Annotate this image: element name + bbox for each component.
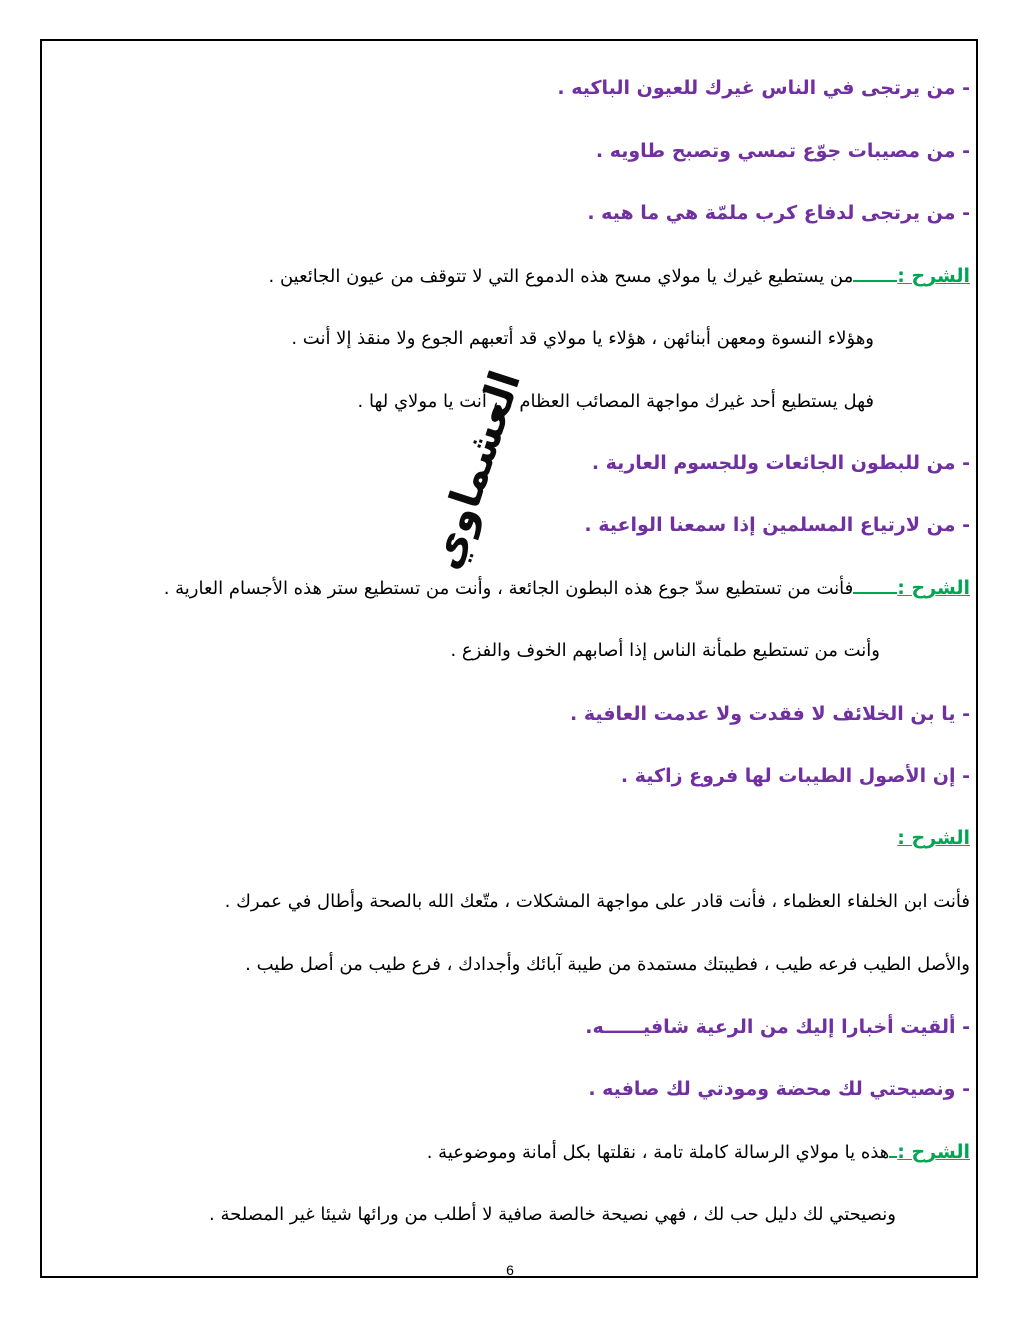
verse-line-7: - إن الأصول الطيبات لها فروع زاكية . [620,765,970,787]
explanation-row-4 [427,1141,970,1163]
explanation-label: الشرح : [897,1141,970,1163]
explanation-text: من يستطيع غيرك يا مولاي مسح هذه الدموع التي لا تتوقف من عيون الجائعين . [268,266,854,287]
explanation-label: الشرح : [897,265,970,287]
explanation-text: فأنت ابن الخلفاء العظماء ، فأنت قادر على مواجهة المشكلات ، متّعك الله بالصحة وأطال في عمرك . [224,891,970,912]
explanation-text: فأنت من تستطيع سدّ جوع هذه البطون الجائعة ، وأنت من تستطيع ستر هذه الأجسام العارية . [163,578,854,599]
explanation-text: والأصل الطيب فرعه طيب ، فطيبتك مستمدة من طيبة آبائك وأجدادك ، فرع طيب من أصل طيب . [245,954,970,975]
explanation-label: الشرح : [897,577,970,599]
explanation-row-2 [164,577,970,599]
verse-line-3: - من يرتجى لدفاع كرب ملمّة هي ما هيه . [587,202,970,224]
verse-line-9: - ونصيحتي لك محضة ومودتي لك صافيه . [588,1078,970,1100]
explanation-row-1 [269,265,970,287]
explanation-label: الشرح : [897,827,970,849]
page-number: 6 [506,1262,514,1278]
verse-line-2: - من مصيبات جوّع تمسي وتصبح طاويه . [595,140,970,162]
verse-line-4: - من للبطون الجائعات وللجسوم العارية . [591,452,970,474]
watermark: العشماوي [420,364,530,576]
explanation-text: وأنت من تستطيع طمأنة الناس إذا أصابهم الخوف والفزع . [450,640,880,661]
explanation-text: هذه يا مولاي الرسالة كاملة تامة ، نقلتها بكل أمانة وموضوعية . [426,1142,890,1163]
verse-line-6: - يا بن الخلائف لا فقدت ولا عدمت العافية . [569,703,970,725]
verse-line-8: - ألقيت أخبارا إليك من الرعية شافيــــــه. [585,1016,970,1038]
explanation-text: ونصيحتي لك دليل حب لك ، فهي نصيحة خالصة صافية لا أطلب من ورائها شيئا غير المصلحة . [209,1204,896,1225]
verse-line-5: - من لارتياع المسلمين إذا سمعنا الواعية . [584,514,970,536]
explanation-text: وهؤلاء النسوة ومعهن أبنائهن ، هؤلاء يا مولاي قد أتعبهم الجوع ولا منقذ إلا أنت . [291,328,874,349]
explanation-text: فهل يستطيع أحد غيرك مواجهة المصائب العظام ؟ ، أنت يا مولاي لها . [357,391,874,412]
verse-line-1: - من يرتجى في الناس غيرك للعيون الباكيه . [557,77,970,99]
